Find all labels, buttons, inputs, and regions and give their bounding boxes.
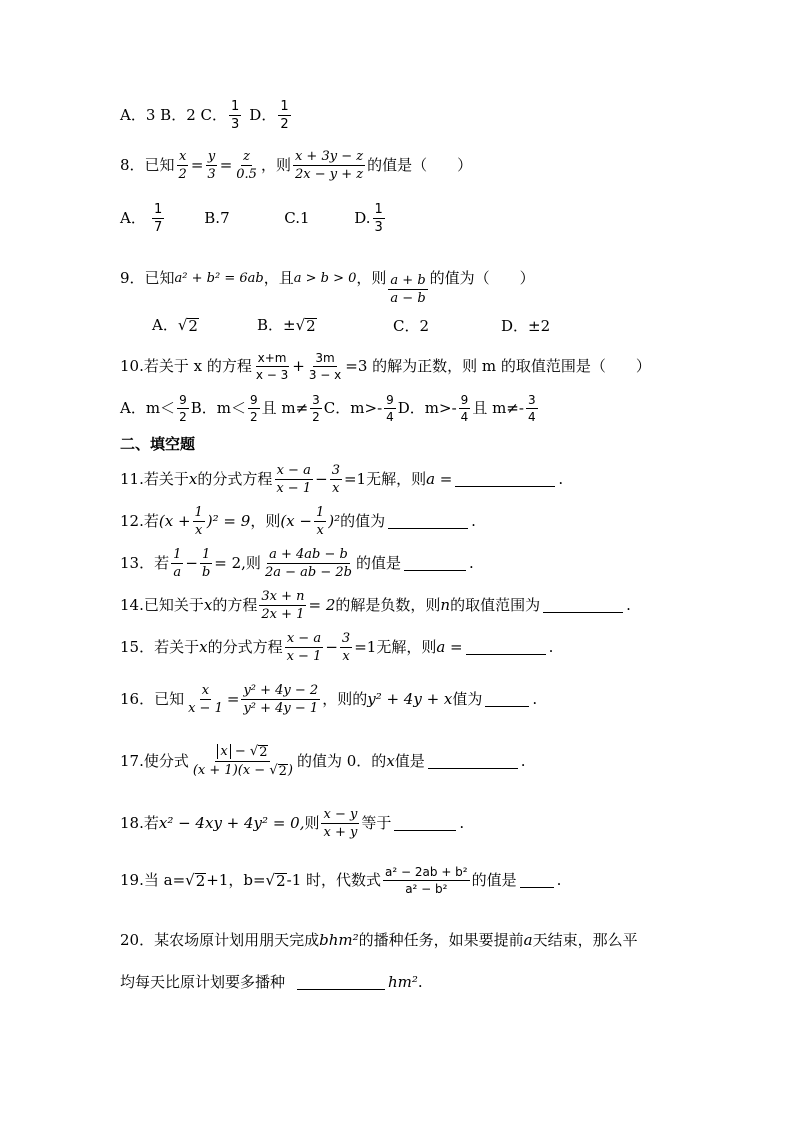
q7-options bbox=[120, 100, 293, 131]
q9-options: A． √ 2 B．± √ 2 C．2 D．±2 bbox=[152, 316, 551, 335]
answer-blank-11[interactable] bbox=[455, 472, 555, 487]
question-8: 8．已知 $\frac{x}{2}$ = $\frac{y}{3}$ = $\frac{z}{0.5}$ ，则 $\frac{x + 3y - z}{2x - y + z}$ 的值是（ ） bbox=[120, 149, 473, 182]
question-10: 10.若关于 x 的方程 $\frac{x+m}{x - 3}$ + $\frac{3m}{3 - x}$ =3 的解为正数，则 m 的取值范围是（ ） bbox=[120, 351, 651, 382]
q8-options: A． $\frac{1}{7}$ B.7 C.1 D. $\frac{1}{3}$ bbox=[120, 202, 383, 235]
question-14: 14.已知关于 x 的方程 $\frac{3x + n}{2x + 1}$ = 2 的解是负数，则 n 的取值范围为 . bbox=[120, 589, 631, 622]
question-15: 15．若关于 x 的分式方程 $\frac{x - a}{x - 1}$ − $\frac{3}{x}$ =1无解，则 a = . bbox=[120, 631, 554, 664]
answer-blank-19[interactable] bbox=[520, 873, 554, 888]
q7-fraction-d: $\frac{1}{2}$ bbox=[280, 99, 289, 132]
q7-fraction-c: $\frac{1}{3}$ bbox=[231, 99, 240, 132]
question-11: 11.若关于 x 的分式方程 $\frac{x - a}{x - 1}$ − $\frac{3}{x}$ =1无解，则 a = . bbox=[120, 463, 564, 496]
question-17: 17.使分式 x − √ 2 (x + 1)(x − √ 2 ) 的值为 0．的 x 值是 . bbox=[120, 744, 526, 779]
question-18: 18.若 x² − 4xy + 4y² = 0, 则 $\frac{x - y}{x + y}$ 等于 . bbox=[120, 807, 465, 840]
question-9: 9．已知 a² + b² = 6ab ，且 a > b > 0 ，则 $\frac{a + b}{a - b}$ 的值为（ ） bbox=[120, 269, 535, 306]
answer-blank-20[interactable] bbox=[297, 975, 385, 990]
q7-option-d: D． bbox=[249, 106, 277, 124]
question-19: 19.当 a= √ 2 +1，b= √ 2 -1 时，代数式 $\frac{\text{a² − 2ab + b²}}{\text{a² − b²}}$ 的值是 . bbox=[120, 865, 562, 896]
answer-blank-12[interactable] bbox=[388, 514, 468, 529]
answer-blank-13[interactable] bbox=[404, 556, 466, 571]
answer-blank-17[interactable] bbox=[428, 754, 518, 769]
q7-option-c: C． bbox=[200, 106, 228, 124]
question-13: 13．若 $\frac{1}{a}$ − $\frac{1}{b}$ = 2,则 $\frac{a + 4ab - b}{2a - ab - 2b}$ 的值是 . bbox=[120, 547, 474, 580]
answer-blank-18[interactable] bbox=[394, 816, 456, 831]
q7-option-a: A．3 bbox=[120, 106, 156, 124]
question-20-line-1: 20．某农场原计划用朋天完成 bhm² 的播种任务，如果要提前 a 天结束，那么平 bbox=[120, 931, 638, 949]
answer-blank-16[interactable] bbox=[485, 692, 529, 707]
section-heading: 二、填空题 bbox=[120, 435, 196, 453]
question-16: 16．已知 $\frac{x}{x - 1}$ = $\frac{\text{y² + 4y − 2}}{\text{y² + 4y − 1}}$ ，则的 y² + 4y + x 值为 . bbox=[120, 683, 538, 716]
q10-options: A．m＜ $\frac{9}{2}$ B．m＜ $\frac{9}{2}$ 且 m≠ $\frac{3}{2}$ C．m>- $\frac{9}{4}$ D．m>- $\frac{9}{4}$ 且 m≠- $\frac{3}{4}$ bbox=[120, 393, 536, 424]
question-20-line-2: 均每天比原计划要多播种 hm² . bbox=[120, 973, 423, 991]
answer-blank-15[interactable] bbox=[466, 640, 546, 655]
question-12: 12.若 (x + $\frac{1}{x}$ )² = 9 ，则 (x − $\frac{1}{x}$ )² 的值为 . bbox=[120, 505, 476, 538]
q7-option-b: B．2 bbox=[160, 106, 196, 124]
answer-blank-14[interactable] bbox=[543, 598, 623, 613]
